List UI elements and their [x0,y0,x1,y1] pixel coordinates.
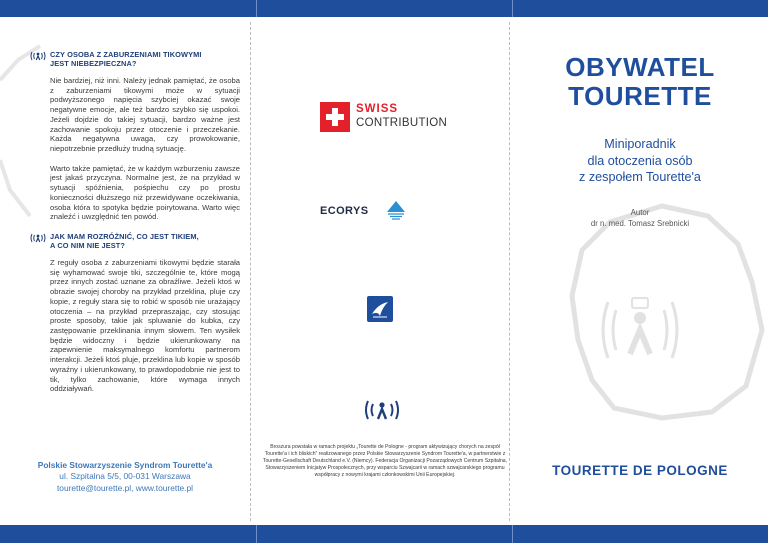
author-block [512,208,768,229]
question-heading-2 [30,232,240,251]
tourette-association-logo [364,398,400,422]
organization-name: Polskie Stowarzyszenie Syndrom Tourette'a [37,460,213,470]
swiss-logo-text: SWISS [356,103,399,115]
tourette-wave-icon [30,51,46,61]
tourette-wave-icon [30,233,46,243]
subtitle-line: Miniporadnik [604,137,676,151]
question-title-line: A CO NIM NIE JEST? [50,241,126,251]
subtitle-line: dla otoczenia osób [587,153,693,168]
contact-links[interactable]: tourette@tourette.pl, www.tourette.pl [56,482,194,493]
question-title-line: JAK MAM ROZRÓŻNIĆ, CO JEST TIKIEM, [50,232,199,241]
question-title-line: JEST NIEBEZPIECZNA? [50,59,137,69]
ecorys-logo [320,200,420,224]
author-name: dr n. med. Tomasz Srebnicki [590,218,690,228]
partner-logo [367,296,393,322]
paragraph: Nie bardziej, niż inni. Należy jednak pamiętać, że osoba z zaburzeniami tikowymi może w sytuacji podwyższonego napięcia szybciej okazać swoje negatywne emocje, ale też bardzo szybko się uspokoi. Jeżeli dojdzie do takiej sytuacji, bardzo ważne jest zachowanie spokoju przez otoczenie i przeczekanie. Każda negatywna uwaga, czy prowokowanie, niepotrzebnie przedłuży trudną sytuację. [50,75,240,153]
fold-line [250,22,251,521]
swiss-logo-text: CONTRIBUTION [356,117,448,129]
paragraph: Warto także pamiętać, że w każdym wzburzeniu zawsze jest jakaś przyczyna. Normalne jest, że na przykład w sytuacji spóźnienia, pośpiechu czy po prostu konieczności dłuższego niż przewidywane oczekiwania, osoba która to spotyka będzie poirytowana. Warto więc znaleźć i uwzględnić ten powód. [50,163,240,222]
middle-panel [256,0,512,543]
ecorys-mark-icon [386,200,406,222]
contact-block [20,460,230,494]
bird-icon [370,300,390,318]
project-note: Broszura powstała w ramach projektu „Tourette de Pologne - program aktywizujący chorych na zespół Tourette'a i ich bliskich” realizowanego przez Polskie Stowarzyszenie Syndrom Tourette'a, w partnerstwie z Tourette-Gesellschaft Deutschland e.V. (Niemcy). Federacja Organizacji Pozarządowych Centrum Szpitalna, Stowarzyszeniem Inicjatyw Prospołecznych, przy wsparciu Szwajcarii w ramach szwajcarskiego programu współpracy z nowymi krajami członkowskimi Unii Europejskiej. [262,444,508,478]
paragraph: Z reguły osoba z zaburzeniami tikowymi będzie starała się wyhamować swoje tiki, szczególnie te, które mogą przez innych zostać uznane za obraźliwe. Jeżeli ktoś w obrazie swojej choroby na przykład przeklina, pluje czy kopie, z reguły stara się to robić w sposób nie urażający otoczenia – na przykład przepraszając, czy stosując proste sposoby, takie jak spluwanie do kubka, czy zastępowanie przeklinania innym słowem. Ten wysiłek będzie widoczny i będzie ukierunkowany na zapewnienie maksymalnego komfortu partnerom interakcji. Jeżeli ktoś pluje, przeklina lub kopie w sposób wyraźny i ukierunkowany, to prawdopodobnie nie jest to tik, tylko zachowanie, które wymaga innych oddziaływań. [50,257,240,394]
question-heading-1 [30,50,240,69]
swiss-flag-icon [320,102,350,132]
title-line: OBYWATEL [565,52,715,82]
left-panel [30,50,240,404]
author-label: Autor [630,208,650,217]
question-title-line: CZY OSOBA Z ZABURZENIAMI TIKOWYMI [50,50,202,59]
brochure-subtitle [512,136,768,186]
subtitle-line: z zespołem Tourette'a [579,170,701,185]
swiss-contribution-logo [320,102,448,132]
title-line: TOURETTE [568,81,712,112]
project-name: TOURETTE DE POLOGNE [552,463,728,478]
brochure-title [512,53,768,111]
cover-panel [512,0,768,543]
address: ul. Szpitalna 5/5, 00-031 Warszawa [59,471,191,482]
ecorys-logo-text: ECORYS [320,205,369,217]
